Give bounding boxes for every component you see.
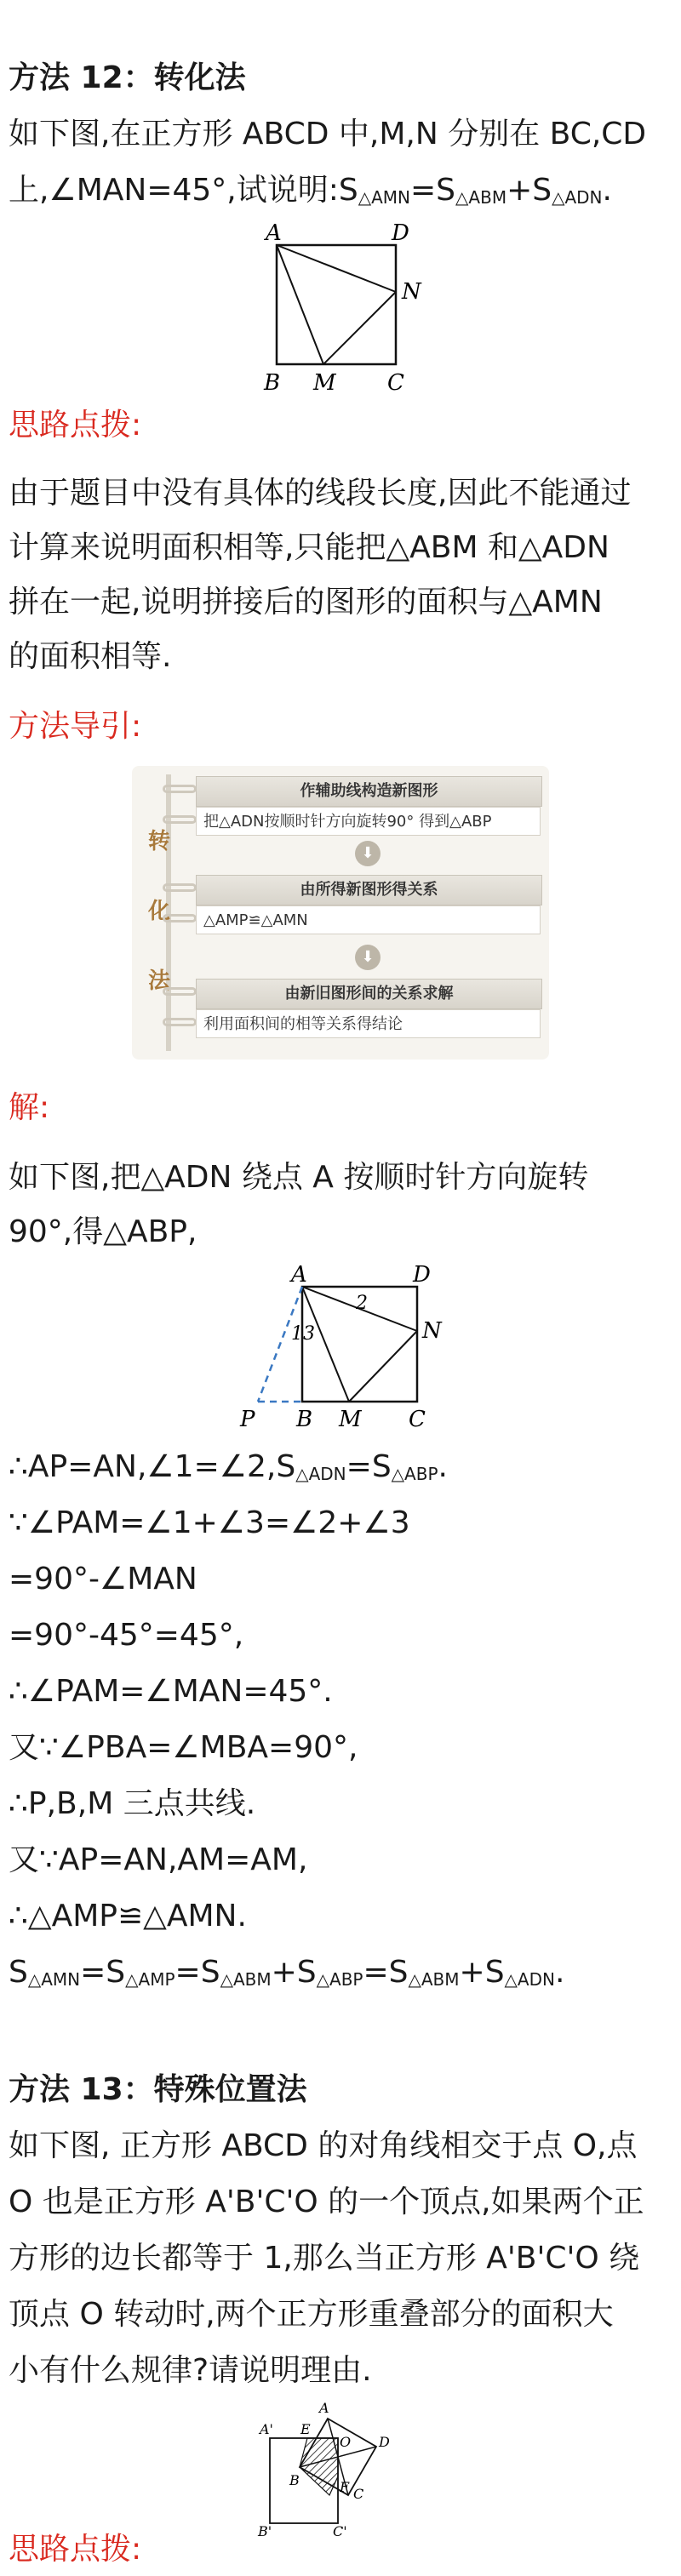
label-a: A bbox=[291, 1262, 307, 1288]
flow-step3-title: 由新旧图形间的关系求解 bbox=[196, 979, 542, 1009]
step-6: 又∵∠PBA=∠MBA=90°, bbox=[9, 1730, 358, 1765]
label-a: A bbox=[319, 2400, 329, 2416]
label-c: C bbox=[409, 1407, 426, 1431]
angle-1: 1 bbox=[291, 1323, 303, 1345]
label-f: F bbox=[340, 2479, 350, 2495]
hint-line-4: 的面积相等. bbox=[9, 639, 172, 674]
label-b: B bbox=[296, 1407, 313, 1431]
step-final: $S_{\triangle AMN}=S_{\triangle AMP}=S_{\triangle ABM}+S_{\triangle ABP}=S_{\triangle ABM}+S_{\triangle ADN}$. bbox=[9, 1955, 565, 1990]
figure-two-squares bbox=[251, 2400, 438, 2540]
label-a-prime: A' bbox=[260, 2421, 273, 2437]
problem-line-2: 上,∠MAN=45°,试说明$:S_{\triangle AMN}=S_{\triangle ABM}+S_{\triangle ADN}$. bbox=[9, 173, 612, 208]
flow-step3-body: 利用面积间的相等关系得结论 bbox=[196, 1009, 541, 1038]
figure-rotation bbox=[230, 1261, 460, 1431]
step-1: $\therefore AP=AN,\angle 1=\angle 2,S_{\triangle ADN}=S_{\triangle ABP}$. bbox=[9, 1449, 448, 1484]
step-7: ∴P,B,M 三点共线. bbox=[9, 1786, 256, 1821]
step-3: =90°-∠MAN bbox=[9, 1562, 197, 1596]
m13-hint-title: 思路点拨: bbox=[9, 2532, 142, 2567]
guide-title: 方法导引: bbox=[9, 709, 142, 744]
label-d: D bbox=[392, 220, 409, 246]
hint-line-3: 拼在一起,说明拼接后的图形的面积与△AMN bbox=[9, 585, 603, 620]
angle-2: 2 bbox=[356, 1293, 368, 1314]
label-b: B bbox=[289, 2472, 300, 2488]
flow-arrow-1: ⬇ bbox=[355, 841, 381, 866]
label-c-prime: C' bbox=[333, 2523, 347, 2539]
label-n: N bbox=[402, 279, 421, 305]
flow-step2-body: △AMP≌△AMN bbox=[196, 905, 541, 934]
figure-square-abcd bbox=[247, 220, 443, 398]
label-b-prime: B' bbox=[258, 2523, 272, 2539]
label-p: P bbox=[240, 1407, 255, 1431]
m13-problem-2: O 也是正方形 A'B'C'O 的一个顶点,如果两个正 bbox=[9, 2185, 644, 2219]
label-b: B bbox=[264, 370, 281, 396]
label-c: C bbox=[387, 370, 404, 396]
m13-problem-4: 顶点 O 转动时,两个正方形重叠部分的面积大 bbox=[9, 2297, 614, 2332]
method13-title: 方法 13：特殊位置法 bbox=[9, 2072, 307, 2107]
solution-intro-1: 如下图,把△ADN 绕点 A 按顺时针方向旋转 bbox=[9, 1160, 589, 1195]
label-m: M bbox=[313, 370, 336, 396]
flow-step1-title: 作辅助线构造新图形 bbox=[196, 776, 542, 807]
label-o: O bbox=[340, 2434, 352, 2450]
solution-title: 解: bbox=[9, 1090, 50, 1125]
m13-problem-1: 如下图, 正方形 ABCD 的对角线相交于点 O,点 bbox=[9, 2128, 638, 2163]
label-a: A bbox=[266, 220, 282, 246]
label-c: C bbox=[353, 2486, 364, 2502]
m13-problem-5: 小有什么规律?请说明理由. bbox=[9, 2353, 372, 2388]
hint-title: 思路点拨: bbox=[9, 408, 142, 443]
step-4: =90°-45°=45°, bbox=[9, 1618, 244, 1653]
flow-step1-body: 把△ADN按顺时针方向旋转90° 得到△ABP bbox=[196, 807, 541, 836]
angle-3: 3 bbox=[303, 1323, 315, 1345]
flow-side-char-2: 化 bbox=[147, 899, 170, 924]
method-flowchart bbox=[132, 766, 549, 1060]
label-d: D bbox=[379, 2434, 390, 2450]
problem-line-1: 如下图,在正方形 ABCD 中,M,N 分别在 BC,CD bbox=[9, 117, 647, 151]
solution-intro-2: 90°,得△ABP, bbox=[9, 1214, 197, 1249]
step-8: 又∵AP=AN,AM=AM, bbox=[9, 1842, 308, 1877]
step-2: ∵∠PAM=∠1+∠3=∠2+∠3 bbox=[9, 1505, 410, 1540]
hint-line-1: 由于题目中没有具体的线段长度,因此不能通过 bbox=[9, 476, 632, 511]
step-9: ∴△AMP≌△AMN. bbox=[9, 1899, 247, 1933]
m13-problem-3: 方形的边长都等于 1,那么当正方形 A'B'C'O 绕 bbox=[9, 2241, 640, 2276]
hint-line-2: 计算来说明面积相等,只能把△ABM 和△ADN bbox=[9, 530, 609, 565]
step-5: ∴∠PAM=∠MAN=45°. bbox=[9, 1674, 333, 1709]
label-m: M bbox=[339, 1407, 362, 1431]
label-d: D bbox=[413, 1262, 431, 1288]
flow-side-char-1: 转 bbox=[147, 829, 170, 854]
flow-side-char-3: 法 bbox=[147, 968, 170, 994]
method12-title: 方法 12：转化法 bbox=[9, 60, 246, 95]
flow-step2-title: 由所得新图形得关系 bbox=[196, 875, 542, 905]
label-n: N bbox=[422, 1318, 442, 1344]
flow-arrow-2: ⬇ bbox=[355, 945, 381, 970]
label-e: E bbox=[300, 2421, 311, 2437]
